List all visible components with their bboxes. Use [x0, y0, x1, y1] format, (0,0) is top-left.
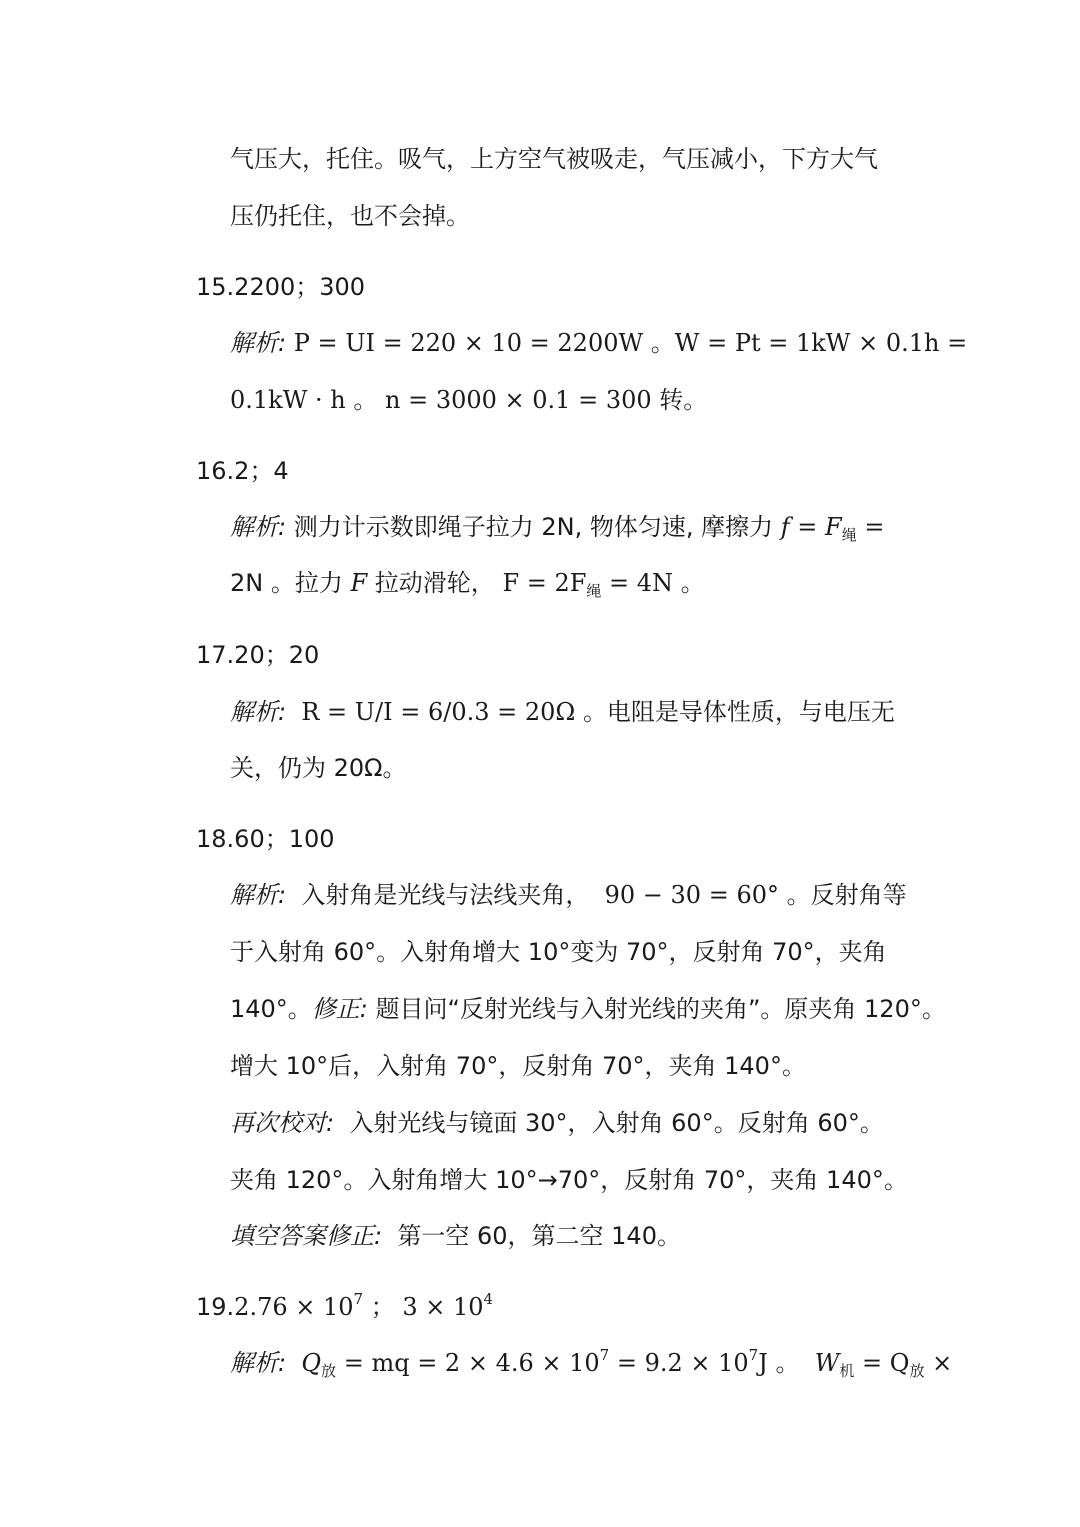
q17-resistance-equation: R = U/I = 6/0.3 = 20Ω: [301, 698, 576, 726]
q16-sub-rope-1: 绳: [841, 526, 857, 544]
q19-answer-1-exp: 7: [353, 1290, 364, 1308]
q19-exp-1: 7: [599, 1346, 610, 1364]
q17-analysis-label: 解析:: [230, 698, 287, 726]
q15-analysis-label: 解析:: [230, 329, 287, 357]
q15-period: 。: [353, 386, 378, 414]
q19-sub-release-2: 放: [909, 1362, 925, 1380]
q16-text-1: 测力计示数即绳子拉力 2N, 物体匀速, 摩擦力: [293, 513, 774, 541]
q18-analysis-line-6: 夹角 120°。入射角增大 10°→70°，反射角 70°，夹角 140°。: [230, 1166, 908, 1194]
q18-text-1a: 入射角是光线与法线夹角，: [301, 881, 590, 909]
q19-eq-3: = Q: [862, 1349, 910, 1377]
q18-text-3b: 题目问“反射光线与入射光线的夹角”。原夹角 120°。: [375, 995, 946, 1023]
q18-analysis-line-5: [230, 1106, 884, 1140]
q18-final-correction-label: 填空答案修正:: [230, 1222, 383, 1250]
q18-correction-label: 修正:: [311, 995, 368, 1023]
continuation-line-1: 气压大，托住。吸气，上方空气被吸走，气压减小，下方大气: [230, 145, 878, 173]
q19-W-symbol: W: [814, 1349, 840, 1377]
q15-separator: 。: [650, 329, 675, 357]
q19-Q-symbol: Q: [301, 1349, 322, 1377]
q15-work-equation: W = Pt = 1kW × 0.1h =: [674, 329, 968, 357]
q18-text-7: 第一空 60，第二空 140。: [397, 1222, 681, 1250]
q17-answer: 17.20；20: [196, 641, 320, 669]
q17-analysis-line-1: [230, 695, 895, 729]
q19-heat-equation: [301, 1346, 800, 1380]
q15-analysis-line-2: [230, 383, 707, 417]
q16-F-symbol-2: F: [350, 569, 368, 597]
q16-F-symbol: F: [825, 513, 842, 541]
q18-analysis-label: 解析:: [230, 881, 287, 909]
q18-analysis-line-7: [230, 1219, 681, 1253]
q16-text-2b: 拉动滑轮，: [374, 569, 495, 597]
q16-equals-a: =: [797, 513, 818, 541]
q19-unit: J 。: [758, 1349, 800, 1377]
q16-pull-equation: [502, 569, 705, 600]
q19-answer-2-base: 3 × 10: [402, 1293, 484, 1321]
q19-analysis-label: 解析:: [230, 1349, 287, 1377]
q16-answer: 16.2；4: [196, 457, 289, 485]
q15-revolutions-equation: n = 3000 × 0.1 = 300: [385, 386, 652, 414]
q19-answer-1-base: 2.76 × 10: [234, 1293, 354, 1321]
q16-f-symbol: f: [780, 513, 790, 541]
q15-power-equation: P = UI = 220 × 10 = 2200W: [293, 329, 644, 357]
q16-analysis-label: 解析:: [230, 513, 287, 541]
q16-analysis-line-2: [230, 566, 705, 600]
q18-text-5: 入射光线与镜面 30°，入射角 60°。反射角 60°。: [349, 1109, 884, 1137]
q19-tail: ×: [932, 1349, 953, 1377]
q19-eq-1: = mq = 2 × 4.6 × 10: [343, 1349, 600, 1377]
q15-answer: 15.2200；300: [196, 273, 366, 301]
q18-recheck-label: 再次校对:: [230, 1109, 335, 1137]
q19-analysis-line-1: [230, 1346, 952, 1380]
q18-analysis-line-2: 于入射角 60°。入射角增大 10°变为 70°，反射角 70°，夹角: [230, 938, 887, 966]
q15-analysis-line-1: [230, 326, 967, 360]
q16-friction-equation: [780, 513, 885, 544]
q19-eq-2: = 9.2 × 10: [616, 1349, 749, 1377]
q18-answer: 18.60；100: [196, 825, 335, 853]
q18-angle-equation: 90 − 30 = 60°: [604, 881, 779, 909]
q19-answer-2-exp: 4: [483, 1290, 494, 1308]
q16-pull-result: = 4N 。: [609, 569, 705, 597]
q19-sub-release-1: 放: [321, 1362, 337, 1380]
q19-work-equation: [814, 1349, 953, 1380]
q18-analysis-line-1: [230, 878, 907, 912]
q19-answer-1: [234, 1290, 364, 1321]
q16-analysis-line-1: [230, 510, 884, 544]
q18-analysis-line-3: [230, 992, 946, 1026]
q19-exp-2: 7: [748, 1346, 759, 1364]
q17-analysis-line-2: 关，仍为 20Ω。: [230, 754, 407, 782]
q16-text-2a: 2N 。拉力: [230, 569, 343, 597]
q16-equals-b: =: [864, 513, 885, 541]
q19-answer-2: [402, 1290, 494, 1321]
q19-separator: ；: [370, 1293, 395, 1321]
q17-text-1: 。电阻是导体性质，与电压无: [582, 698, 895, 726]
q19-answer: [196, 1290, 493, 1324]
q15-work-result: 0.1kW · h: [230, 386, 346, 414]
q18-text-3a: 140°。: [230, 995, 312, 1023]
q16-sub-rope-2: 绳: [586, 582, 602, 600]
q18-text-1b: 。反射角等: [786, 881, 907, 909]
q16-pull-eq-text: F = 2F: [502, 569, 587, 597]
q19-sub-machine: 机: [839, 1362, 855, 1380]
q15-revolutions-unit: 转。: [659, 386, 708, 414]
q19-number: 19.: [196, 1293, 235, 1321]
continuation-line-2: 压仍托住，也不会掉。: [230, 202, 470, 230]
q18-analysis-line-4: 增大 10°后，入射角 70°，反射角 70°，夹角 140°。: [230, 1052, 806, 1080]
